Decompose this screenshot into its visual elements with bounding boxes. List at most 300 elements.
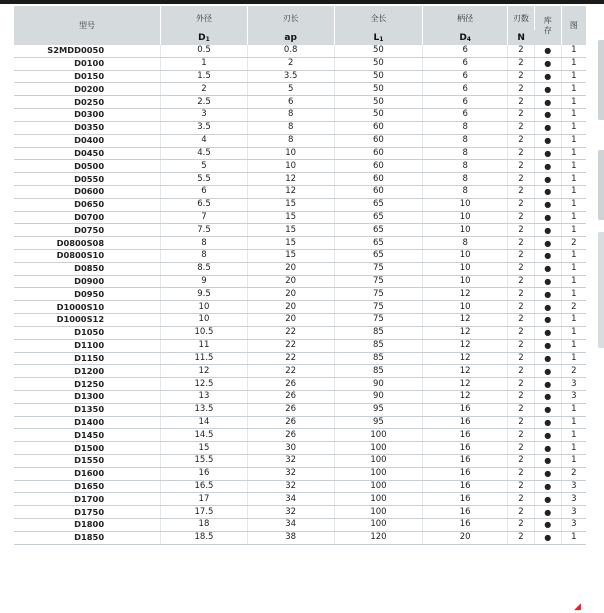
total-length-cell: 95 xyxy=(334,403,423,416)
outer-diameter-cell: 8.5 xyxy=(161,262,248,275)
outer-diameter-cell: 15.5 xyxy=(161,455,248,468)
model-cell: D1650 xyxy=(14,480,161,493)
header-total-length: 全长 xyxy=(334,6,423,30)
table-row xyxy=(14,237,586,250)
stock-cell: ● xyxy=(534,326,561,339)
total-length-cell: 65 xyxy=(334,224,423,237)
figure-cell: 1 xyxy=(561,83,586,96)
model-cell: D0650 xyxy=(14,198,161,211)
figure-cell: 1 xyxy=(561,352,586,365)
shank-diameter-cell: 10 xyxy=(423,198,508,211)
outer-diameter-cell: 3 xyxy=(161,109,248,122)
header-ap-symbol: ap xyxy=(247,30,334,45)
outer-diameter-cell: 8 xyxy=(161,250,248,263)
stock-cell: ● xyxy=(534,352,561,365)
figure-cell: 1 xyxy=(561,173,586,186)
model-cell: D1550 xyxy=(14,455,161,468)
model-cell: D0550 xyxy=(14,173,161,186)
model-cell: D0250 xyxy=(14,96,161,109)
model-cell: D0800S08 xyxy=(14,237,161,250)
outer-diameter-cell: 16 xyxy=(161,467,248,480)
stock-cell: ● xyxy=(534,339,561,352)
figure-cell: 2 xyxy=(561,237,586,250)
shank-diameter-cell: 8 xyxy=(423,134,508,147)
figure-cell: 3 xyxy=(561,390,586,403)
figure-cell: 3 xyxy=(561,519,586,532)
figure-cell: 1 xyxy=(561,96,586,109)
header-stock xyxy=(534,6,561,45)
model-cell: S2MDD0050 xyxy=(14,45,161,57)
table-row xyxy=(14,467,586,480)
total-length-cell: 75 xyxy=(334,301,423,314)
blade-length-cell: 34 xyxy=(247,519,334,532)
stock-cell: ● xyxy=(534,455,561,468)
figure-cell: 3 xyxy=(561,493,586,506)
figure-cell: 1 xyxy=(561,224,586,237)
table-row xyxy=(14,224,586,237)
model-cell: D1150 xyxy=(14,352,161,365)
blade-length-cell: 10 xyxy=(247,147,334,160)
total-length-cell: 50 xyxy=(334,57,423,70)
figure-cell: 1 xyxy=(561,211,586,224)
flutes-cell: 2 xyxy=(507,390,534,403)
table-row xyxy=(14,314,586,327)
blade-length-cell: 20 xyxy=(247,262,334,275)
subscript-1: 1 xyxy=(379,35,384,43)
total-length-cell: 100 xyxy=(334,467,423,480)
blade-length-cell: 12 xyxy=(247,173,334,186)
flutes-cell: 2 xyxy=(507,211,534,224)
blade-length-cell: 3.5 xyxy=(247,70,334,83)
table-row xyxy=(14,519,586,532)
model-cell: D1000S10 xyxy=(14,301,161,314)
blade-length-cell: 20 xyxy=(247,288,334,301)
blade-length-cell: 26 xyxy=(247,416,334,429)
total-length-cell: 50 xyxy=(334,70,423,83)
table-row xyxy=(14,250,586,263)
total-length-cell: 90 xyxy=(334,378,423,391)
header-d4-symbol xyxy=(423,30,508,45)
outer-diameter-cell: 2.5 xyxy=(161,96,248,109)
blade-length-cell: 8 xyxy=(247,134,334,147)
total-length-cell: 50 xyxy=(334,109,423,122)
header-model: 型号 xyxy=(14,6,161,45)
figure-cell: 2 xyxy=(561,467,586,480)
stock-cell: ● xyxy=(534,160,561,173)
shank-diameter-cell: 16 xyxy=(423,519,508,532)
shank-diameter-cell: 20 xyxy=(423,531,508,544)
blade-length-cell: 10 xyxy=(247,160,334,173)
symbol-d: D xyxy=(198,32,206,43)
shank-diameter-cell: 8 xyxy=(423,237,508,250)
shank-diameter-cell: 12 xyxy=(423,339,508,352)
flutes-cell: 2 xyxy=(507,506,534,519)
flutes-cell: 2 xyxy=(507,365,534,378)
outer-diameter-cell: 1 xyxy=(161,57,248,70)
blade-length-cell: 32 xyxy=(247,506,334,519)
total-length-cell: 75 xyxy=(334,288,423,301)
outer-diameter-cell: 4.5 xyxy=(161,147,248,160)
model-cell: D1200 xyxy=(14,365,161,378)
blade-length-cell: 22 xyxy=(247,339,334,352)
shank-diameter-cell: 16 xyxy=(423,506,508,519)
blade-length-cell: 22 xyxy=(247,326,334,339)
outer-diameter-cell: 13.5 xyxy=(161,403,248,416)
stock-cell: ● xyxy=(534,390,561,403)
blade-length-cell: 6 xyxy=(247,96,334,109)
blade-length-cell: 0.8 xyxy=(247,45,334,57)
outer-diameter-cell: 2 xyxy=(161,83,248,96)
shank-diameter-cell: 10 xyxy=(423,301,508,314)
flutes-cell: 2 xyxy=(507,480,534,493)
figure-cell: 1 xyxy=(561,134,586,147)
stock-cell: ● xyxy=(534,109,561,122)
figure-cell: 1 xyxy=(561,326,586,339)
stock-cell: ● xyxy=(534,121,561,134)
header-n-symbol: N xyxy=(507,30,534,45)
table-row xyxy=(14,121,586,134)
flutes-cell: 2 xyxy=(507,83,534,96)
total-length-cell: 65 xyxy=(334,250,423,263)
table-row xyxy=(14,390,586,403)
outer-diameter-cell: 10.5 xyxy=(161,326,248,339)
table-row xyxy=(14,442,586,455)
flutes-cell: 2 xyxy=(507,378,534,391)
table-row xyxy=(14,403,586,416)
blade-length-cell: 8 xyxy=(247,109,334,122)
flutes-cell: 2 xyxy=(507,160,534,173)
table-row xyxy=(14,301,586,314)
stock-cell: ● xyxy=(534,147,561,160)
figure-cell: 1 xyxy=(561,57,586,70)
stock-cell: ● xyxy=(534,211,561,224)
outer-diameter-cell: 18 xyxy=(161,519,248,532)
stock-cell: ● xyxy=(534,531,561,544)
stock-cell: ● xyxy=(534,442,561,455)
total-length-cell: 85 xyxy=(334,339,423,352)
total-length-cell: 60 xyxy=(334,134,423,147)
figure-cell: 3 xyxy=(561,378,586,391)
total-length-cell: 50 xyxy=(334,83,423,96)
model-cell: D0200 xyxy=(14,83,161,96)
stock-cell: ● xyxy=(534,403,561,416)
blade-length-cell: 15 xyxy=(247,237,334,250)
outer-diameter-cell: 7 xyxy=(161,211,248,224)
shank-diameter-cell: 16 xyxy=(423,403,508,416)
outer-diameter-cell: 7.5 xyxy=(161,224,248,237)
outer-diameter-cell: 0.5 xyxy=(161,45,248,57)
table-body xyxy=(14,45,586,544)
figure-cell: 1 xyxy=(561,455,586,468)
shank-diameter-cell: 10 xyxy=(423,211,508,224)
outer-diameter-cell: 6 xyxy=(161,185,248,198)
blade-length-cell: 20 xyxy=(247,275,334,288)
figure-cell: 1 xyxy=(561,442,586,455)
shank-diameter-cell: 8 xyxy=(423,173,508,186)
outer-diameter-cell: 12 xyxy=(161,365,248,378)
model-cell: D1350 xyxy=(14,403,161,416)
flutes-cell: 2 xyxy=(507,416,534,429)
flutes-cell: 2 xyxy=(507,429,534,442)
model-cell: D1300 xyxy=(14,390,161,403)
stock-cell: ● xyxy=(534,467,561,480)
outer-diameter-cell: 14 xyxy=(161,416,248,429)
figure-cell: 3 xyxy=(561,506,586,519)
figure-cell: 1 xyxy=(561,403,586,416)
flutes-cell: 2 xyxy=(507,45,534,57)
blade-length-cell: 22 xyxy=(247,352,334,365)
flutes-cell: 2 xyxy=(507,442,534,455)
flutes-cell: 2 xyxy=(507,455,534,468)
table-row xyxy=(14,147,586,160)
flutes-cell: 2 xyxy=(507,237,534,250)
header-flutes: 刃数 xyxy=(507,6,534,30)
shank-diameter-cell: 16 xyxy=(423,442,508,455)
blade-length-cell: 5 xyxy=(247,83,334,96)
blade-length-cell: 34 xyxy=(247,493,334,506)
flutes-cell: 2 xyxy=(507,288,534,301)
blade-length-cell: 32 xyxy=(247,480,334,493)
figure-cell: 1 xyxy=(561,185,586,198)
total-length-cell: 85 xyxy=(334,365,423,378)
shank-diameter-cell: 10 xyxy=(423,262,508,275)
total-length-cell: 65 xyxy=(334,198,423,211)
table-row xyxy=(14,506,586,519)
total-length-cell: 65 xyxy=(334,237,423,250)
total-length-cell: 50 xyxy=(334,96,423,109)
table-row xyxy=(14,352,586,365)
flutes-cell: 2 xyxy=(507,173,534,186)
blade-length-cell: 2 xyxy=(247,57,334,70)
total-length-cell: 85 xyxy=(334,326,423,339)
figure-cell: 1 xyxy=(561,288,586,301)
blade-length-cell: 20 xyxy=(247,314,334,327)
blade-length-cell: 38 xyxy=(247,531,334,544)
shank-diameter-cell: 10 xyxy=(423,275,508,288)
symbol-l: L xyxy=(373,32,380,43)
shank-diameter-cell: 6 xyxy=(423,57,508,70)
stock-cell: ● xyxy=(534,519,561,532)
figure-cell: 3 xyxy=(561,480,586,493)
outer-diameter-cell: 9 xyxy=(161,275,248,288)
stock-cell: ● xyxy=(534,301,561,314)
figure-cell: 1 xyxy=(561,250,586,263)
stock-cell: ● xyxy=(534,288,561,301)
shank-diameter-cell: 16 xyxy=(423,467,508,480)
model-cell: D1050 xyxy=(14,326,161,339)
total-length-cell: 75 xyxy=(334,262,423,275)
flutes-cell: 2 xyxy=(507,262,534,275)
table-row xyxy=(14,275,586,288)
table-row xyxy=(14,416,586,429)
blade-length-cell: 32 xyxy=(247,467,334,480)
table-row xyxy=(14,134,586,147)
blade-length-cell: 22 xyxy=(247,365,334,378)
figure-cell: 1 xyxy=(561,121,586,134)
model-cell: D0850 xyxy=(14,262,161,275)
blade-length-cell: 8 xyxy=(247,121,334,134)
model-cell: D1500 xyxy=(14,442,161,455)
model-cell: D0150 xyxy=(14,70,161,83)
model-cell: D0100 xyxy=(14,57,161,70)
table-row xyxy=(14,83,586,96)
side-tab[interactable] xyxy=(598,232,604,348)
outer-diameter-cell: 14.5 xyxy=(161,429,248,442)
flutes-cell: 2 xyxy=(507,198,534,211)
model-cell: D0500 xyxy=(14,160,161,173)
model-cell: D1450 xyxy=(14,429,161,442)
stock-cell: ● xyxy=(534,198,561,211)
blade-length-cell: 20 xyxy=(247,301,334,314)
side-tab[interactable] xyxy=(598,150,604,220)
blade-length-cell: 26 xyxy=(247,390,334,403)
flutes-cell: 2 xyxy=(507,352,534,365)
total-length-cell: 120 xyxy=(334,531,423,544)
red-arrow-icon: ◢ xyxy=(574,602,581,612)
total-length-cell: 75 xyxy=(334,275,423,288)
flutes-cell: 2 xyxy=(507,96,534,109)
stock-cell: ● xyxy=(534,134,561,147)
flutes-cell: 2 xyxy=(507,531,534,544)
table-row xyxy=(14,57,586,70)
outer-diameter-cell: 16.5 xyxy=(161,480,248,493)
table-row xyxy=(14,185,586,198)
blade-length-cell: 26 xyxy=(247,403,334,416)
figure-cell: 1 xyxy=(561,416,586,429)
header-figure: 图 xyxy=(561,6,586,45)
header-d1-symbol xyxy=(161,30,248,45)
subscript-4: 4 xyxy=(466,35,471,43)
flutes-cell: 2 xyxy=(507,134,534,147)
outer-diameter-cell: 11.5 xyxy=(161,352,248,365)
header-l1-symbol xyxy=(334,30,423,45)
flutes-cell: 2 xyxy=(507,467,534,480)
total-length-cell: 60 xyxy=(334,173,423,186)
shank-diameter-cell: 16 xyxy=(423,429,508,442)
total-length-cell: 100 xyxy=(334,506,423,519)
outer-diameter-cell: 15 xyxy=(161,442,248,455)
figure-cell: 1 xyxy=(561,45,586,57)
table-row xyxy=(14,109,586,122)
shank-diameter-cell: 16 xyxy=(423,493,508,506)
shank-diameter-cell: 12 xyxy=(423,378,508,391)
total-length-cell: 100 xyxy=(334,493,423,506)
model-cell: D1700 xyxy=(14,493,161,506)
table-row xyxy=(14,160,586,173)
table-row xyxy=(14,378,586,391)
outer-diameter-cell: 9.5 xyxy=(161,288,248,301)
flutes-cell: 2 xyxy=(507,70,534,83)
figure-cell: 1 xyxy=(561,429,586,442)
shank-diameter-cell: 12 xyxy=(423,390,508,403)
outer-diameter-cell: 13 xyxy=(161,390,248,403)
flutes-cell: 2 xyxy=(507,57,534,70)
table-row xyxy=(14,70,586,83)
shank-diameter-cell: 10 xyxy=(423,224,508,237)
stock-cell: ● xyxy=(534,480,561,493)
blade-length-cell: 32 xyxy=(247,455,334,468)
blade-length-cell: 12 xyxy=(247,185,334,198)
stock-cell: ● xyxy=(534,57,561,70)
figure-cell: 1 xyxy=(561,160,586,173)
figure-cell: 2 xyxy=(561,301,586,314)
blade-length-cell: 15 xyxy=(247,250,334,263)
shank-diameter-cell: 12 xyxy=(423,365,508,378)
figure-cell: 1 xyxy=(561,262,586,275)
model-cell: D0400 xyxy=(14,134,161,147)
outer-diameter-cell: 17.5 xyxy=(161,506,248,519)
flutes-cell: 2 xyxy=(507,339,534,352)
figure-cell: 2 xyxy=(561,365,586,378)
flutes-cell: 2 xyxy=(507,326,534,339)
table-row xyxy=(14,455,586,468)
stock-cell: ● xyxy=(534,506,561,519)
stock-cell: ● xyxy=(534,83,561,96)
table-row xyxy=(14,326,586,339)
stock-cell: ● xyxy=(534,429,561,442)
table-row xyxy=(14,429,586,442)
shank-diameter-cell: 6 xyxy=(423,45,508,57)
flutes-cell: 2 xyxy=(507,185,534,198)
flutes-cell: 2 xyxy=(507,109,534,122)
symbol-d: D xyxy=(459,32,467,43)
model-cell: D0300 xyxy=(14,109,161,122)
stock-cell: ● xyxy=(534,416,561,429)
model-cell: D0800S10 xyxy=(14,250,161,263)
model-cell: D1600 xyxy=(14,467,161,480)
total-length-cell: 95 xyxy=(334,416,423,429)
stock-cell: ● xyxy=(534,262,561,275)
outer-diameter-cell: 4 xyxy=(161,134,248,147)
stock-cell: ● xyxy=(534,493,561,506)
outer-diameter-cell: 10 xyxy=(161,301,248,314)
shank-diameter-cell: 6 xyxy=(423,83,508,96)
stock-cell: ● xyxy=(534,365,561,378)
model-cell: D1800 xyxy=(14,519,161,532)
figure-cell: 1 xyxy=(561,275,586,288)
flutes-cell: 2 xyxy=(507,147,534,160)
figure-cell: 1 xyxy=(561,314,586,327)
blade-length-cell: 15 xyxy=(247,211,334,224)
side-tab[interactable] xyxy=(598,40,604,120)
shank-diameter-cell: 8 xyxy=(423,160,508,173)
model-cell: D0750 xyxy=(14,224,161,237)
model-cell: D0350 xyxy=(14,121,161,134)
figure-cell: 1 xyxy=(561,147,586,160)
blade-length-cell: 15 xyxy=(247,198,334,211)
figure-cell: 1 xyxy=(561,198,586,211)
table-row xyxy=(14,480,586,493)
table-row xyxy=(14,288,586,301)
top-border xyxy=(0,0,604,4)
total-length-cell: 100 xyxy=(334,480,423,493)
figure-cell: 1 xyxy=(561,339,586,352)
flutes-cell: 2 xyxy=(507,275,534,288)
table-row xyxy=(14,262,586,275)
shank-diameter-cell: 12 xyxy=(423,326,508,339)
shank-diameter-cell: 16 xyxy=(423,416,508,429)
shank-diameter-cell: 8 xyxy=(423,185,508,198)
table-row xyxy=(14,365,586,378)
outer-diameter-cell: 5.5 xyxy=(161,173,248,186)
model-cell: D1750 xyxy=(14,506,161,519)
flutes-cell: 2 xyxy=(507,403,534,416)
stock-cell: ● xyxy=(534,45,561,57)
header-shank-diameter: 柄径 xyxy=(423,6,508,30)
shank-diameter-cell: 12 xyxy=(423,314,508,327)
model-cell: D1100 xyxy=(14,339,161,352)
total-length-cell: 60 xyxy=(334,121,423,134)
